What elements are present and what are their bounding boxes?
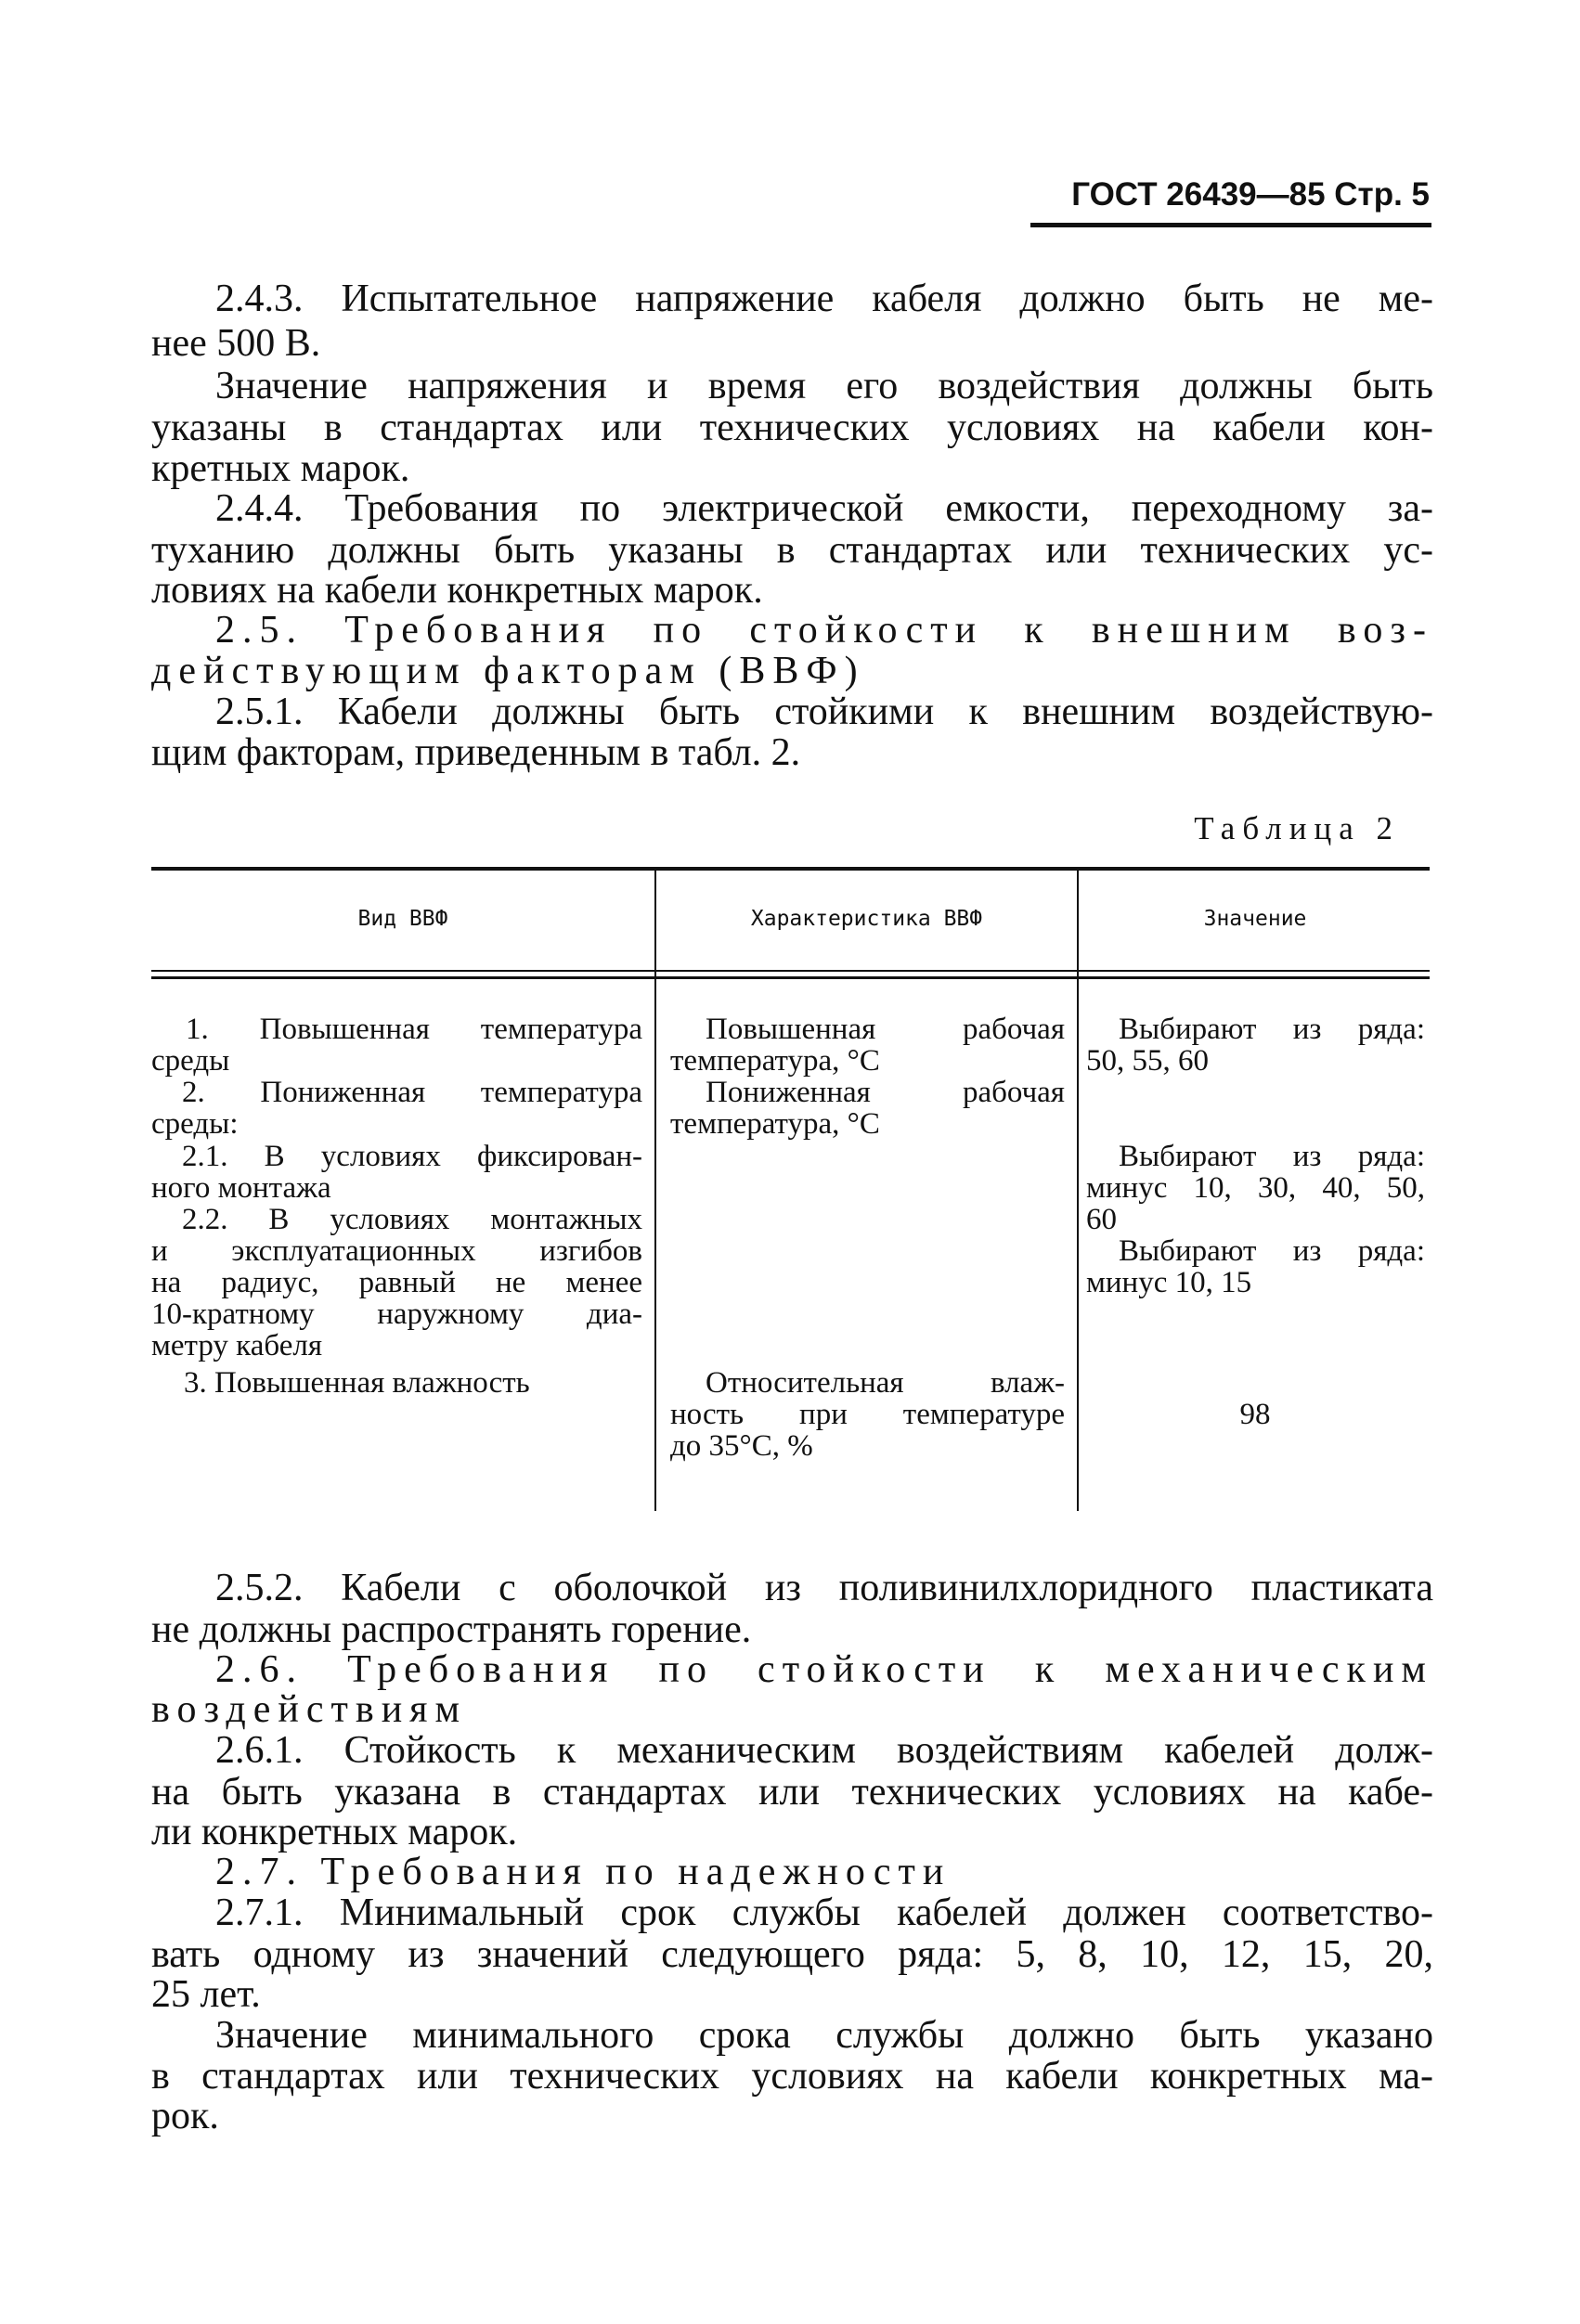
table-header-cell: Характеристика ВВФ bbox=[750, 907, 983, 931]
table-cell-line: 2.2. В условиях монтажных bbox=[182, 1203, 642, 1236]
table-cell-line: 3. Повышенная влажность bbox=[184, 1366, 530, 1400]
table-cell-line: 10-кратному наружному диа- bbox=[151, 1298, 642, 1331]
table-cell-line: 2.1. В условиях фиксирован- bbox=[182, 1140, 642, 1173]
paragraph-line: в стандартах или технических условиях на кабели конкретных ма- bbox=[151, 2055, 1433, 2098]
page-header: ГОСТ 26439—85 Стр. 5 bbox=[1071, 176, 1430, 213]
paragraph-line: щим факторам, приведенным в табл. 2. bbox=[151, 731, 801, 774]
table-header-rule bbox=[151, 970, 1430, 972]
section-heading: воздействиям bbox=[151, 1688, 468, 1731]
table-cell-line: ность при температуре bbox=[670, 1398, 1065, 1431]
paragraph-line: Значение напряжения и время его воздействия должны быть bbox=[215, 365, 1433, 407]
paragraph-line: 2.5.1. Кабели должны быть стойкими к внешним воздействую- bbox=[215, 691, 1433, 733]
table-cell-line: Выбирают из ряда: bbox=[1119, 1140, 1425, 1173]
table-top-rule bbox=[151, 867, 1430, 871]
table-column-divider bbox=[654, 871, 656, 1511]
table-cell-line: среды: bbox=[151, 1107, 239, 1141]
table-cell-line: среды bbox=[151, 1044, 230, 1078]
table-header-rule bbox=[151, 976, 1430, 979]
table-cell-line: минус 10, 15 bbox=[1086, 1266, 1252, 1299]
section-heading: 2.5. Требования по стойкости к внешним воз- bbox=[215, 609, 1433, 652]
table-cell-line: ного монтажа bbox=[151, 1171, 331, 1205]
paragraph-line: 25 лет. bbox=[151, 1973, 261, 2016]
table-cell-line: до 35°С, % bbox=[670, 1429, 813, 1463]
table-cell-line: Относительная влаж- bbox=[706, 1366, 1065, 1400]
table-cell-line: и эксплуатационных изгибов bbox=[151, 1234, 642, 1268]
table-cell-line: температура, °С bbox=[670, 1044, 880, 1078]
paragraph-line: 2.4.4. Требования по электрической емкости, переходному за- bbox=[215, 487, 1433, 530]
table-cell-line: Пониженная рабочая bbox=[706, 1076, 1065, 1109]
table-header-cell: Значение bbox=[1203, 907, 1307, 931]
table-cell-line: метру кабеля bbox=[151, 1329, 322, 1362]
table-cell-line: Выбирают из ряда: bbox=[1119, 1234, 1425, 1268]
paragraph-line: нее 500 В. bbox=[151, 322, 321, 365]
paragraph-line: кретных марок. bbox=[151, 447, 410, 490]
paragraph-line: 2.7.1. Минимальный срок службы кабелей должен соответство- bbox=[215, 1891, 1433, 1934]
table-cell-line: температура, °С bbox=[670, 1107, 880, 1141]
table-header-cell: Вид ВВФ bbox=[357, 907, 448, 931]
table-cell-line: 60 bbox=[1086, 1203, 1117, 1236]
paragraph-line: не должны распространять горение. bbox=[151, 1608, 752, 1651]
paragraph-line: 2.6.1. Стойкость к механическим воздействиям кабелей долж- bbox=[215, 1729, 1433, 1772]
table-cell-line: 50, 55, 60 bbox=[1086, 1044, 1209, 1078]
paragraph-line: туханию должны быть указаны в стандартах или технических ус- bbox=[151, 529, 1433, 572]
paragraph-line: 2.5.2. Кабели с оболочкой из поливинилхлоридного пластиката bbox=[215, 1567, 1433, 1609]
paragraph-line: на быть указана в стандартах или технических условиях на кабе- bbox=[151, 1771, 1433, 1814]
paragraph-line: рок. bbox=[151, 2095, 219, 2137]
paragraph-line: 2.4.3. Испытательное напряжение кабеля должно быть не ме- bbox=[215, 278, 1433, 320]
table-cell-line: Повышенная рабочая bbox=[706, 1013, 1065, 1046]
table-cell-line: минус 10, 30, 40, 50, bbox=[1086, 1171, 1425, 1205]
paragraph-line: вать одному из значений следующего ряда: 5, 8, 10, 12, 15, 20, bbox=[151, 1933, 1433, 1976]
section-heading: 2.7. Требования по надежности bbox=[215, 1851, 952, 1893]
table-cell-line: 2. Пониженная температура bbox=[182, 1076, 642, 1109]
table-caption: Таблица 2 bbox=[1194, 810, 1400, 846]
paragraph-line: Значение минимального срока службы должно быть указано bbox=[215, 2014, 1433, 2057]
section-heading: действующим факторам (ВВФ) bbox=[151, 650, 865, 692]
paragraph-line: ловиях на кабели конкретных марок. bbox=[151, 569, 763, 612]
table-cell-line: 1. Повышенная температура bbox=[186, 1013, 642, 1046]
table-cell-line: Выбирают из ряда: bbox=[1119, 1013, 1425, 1046]
table-cell-line: 98 bbox=[1239, 1398, 1271, 1431]
paragraph-line: указаны в стандартах или технических условиях на кабели кон- bbox=[151, 407, 1433, 449]
paragraph-line: ли конкретных марок. bbox=[151, 1811, 518, 1853]
section-heading: 2.6. Требования по стойкости к механическим bbox=[215, 1648, 1433, 1691]
table-cell-line: на радиус, равный не менее bbox=[151, 1266, 642, 1299]
header-rule bbox=[1030, 223, 1431, 227]
